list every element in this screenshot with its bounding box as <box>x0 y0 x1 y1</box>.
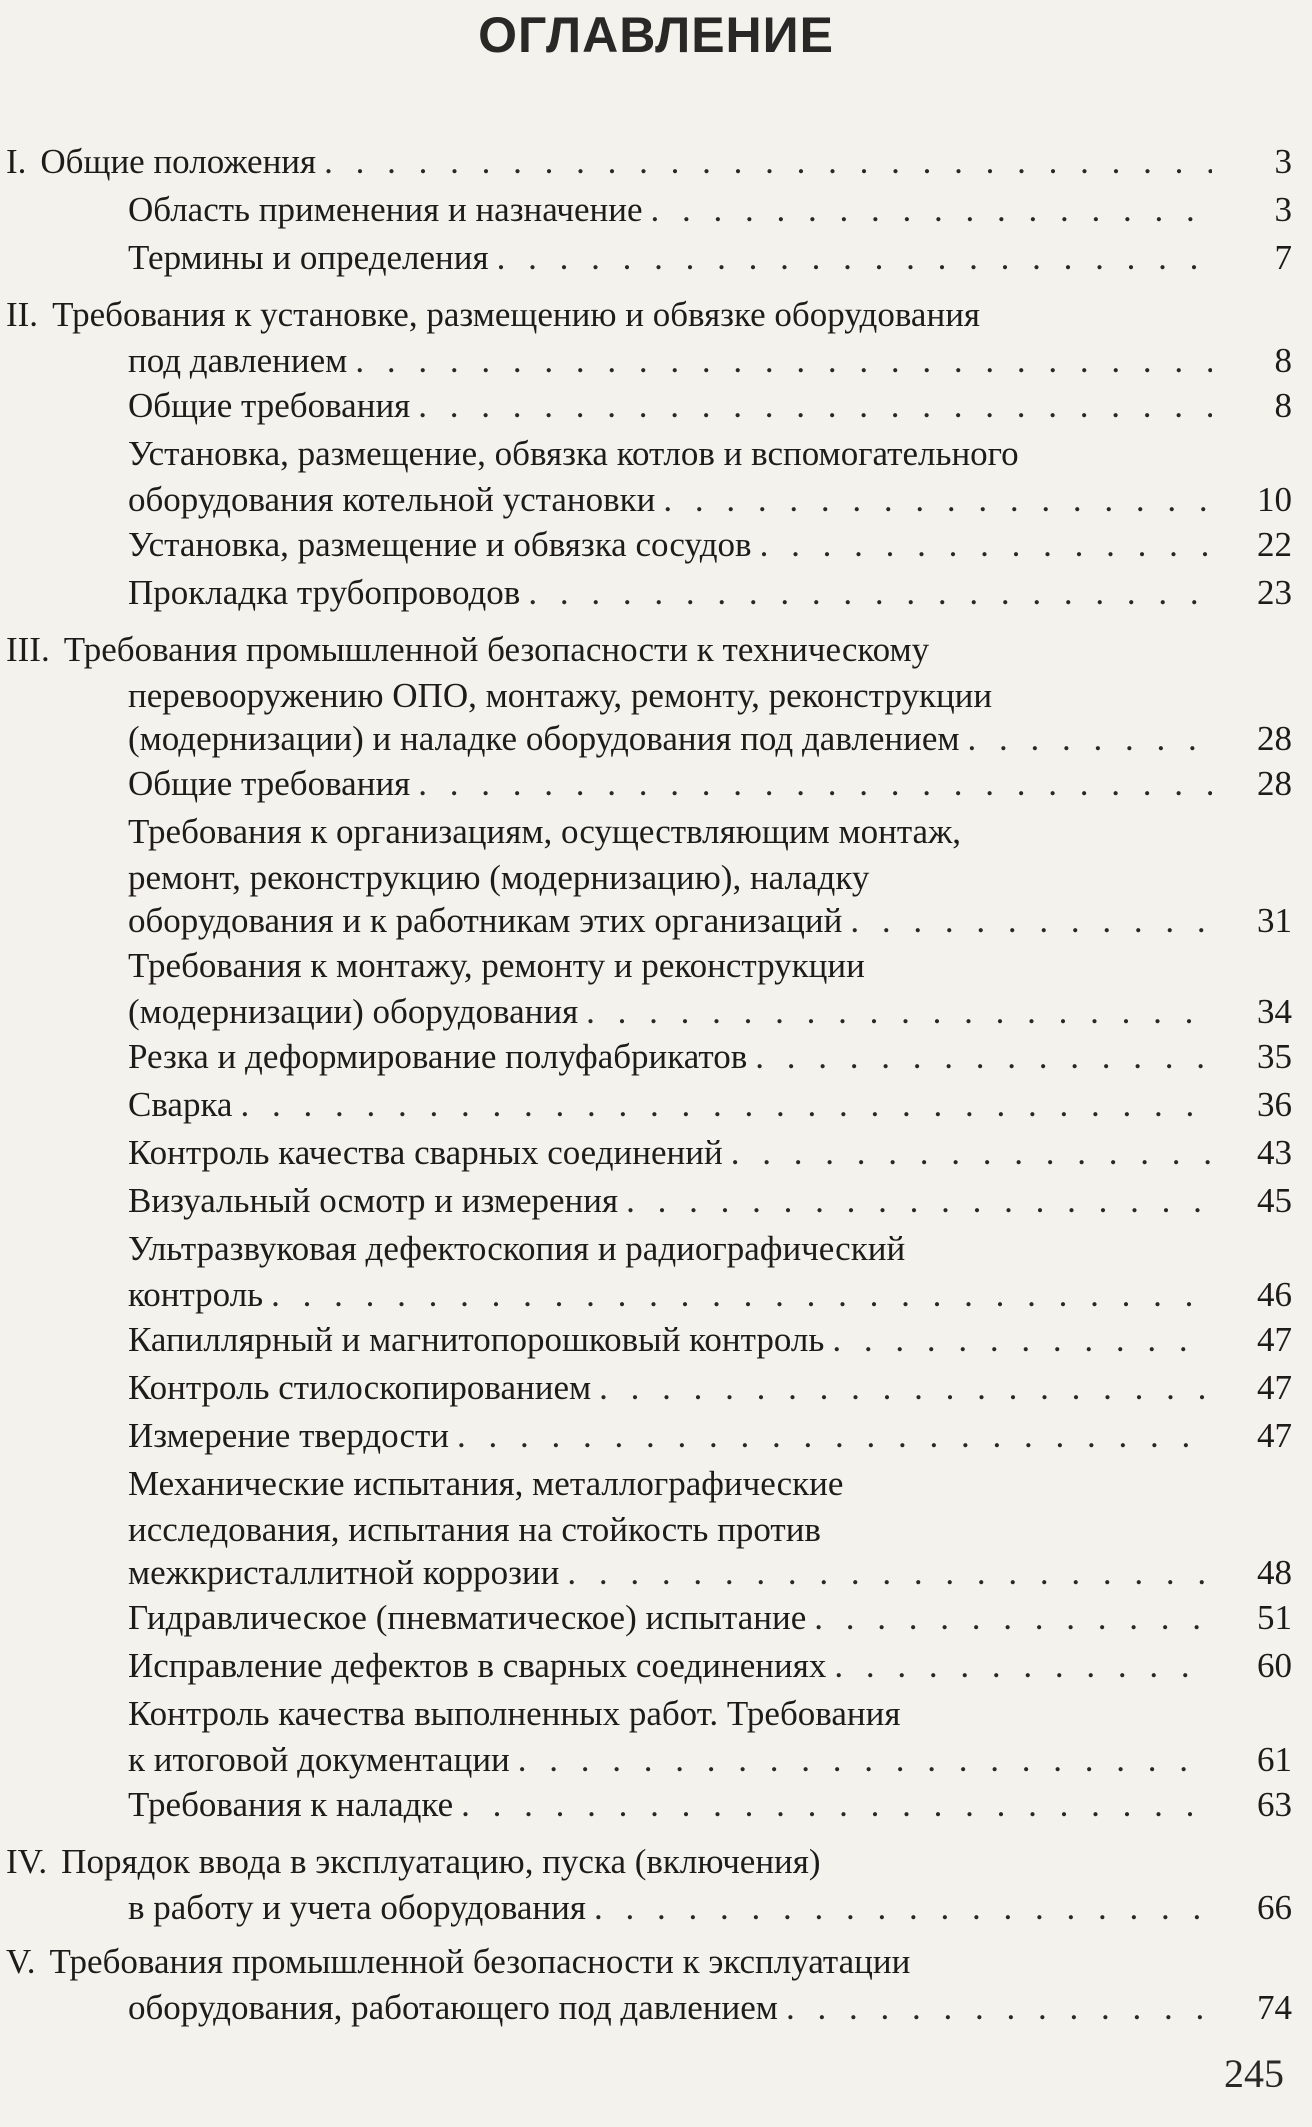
toc-line <box>0 478 1312 521</box>
section-number: IV. <box>6 1842 48 1881</box>
toc-line <box>0 760 1312 808</box>
toc-entry-title: Требования к организациям, осуществляющим монтаж, <box>128 812 962 851</box>
toc-page-number: 31 <box>1257 901 1292 940</box>
toc-line <box>0 291 1312 339</box>
toc-entry <box>0 1690 1312 1781</box>
toc-entry-title: Требования к наладке <box>128 1785 454 1824</box>
toc-line <box>0 1460 1312 1508</box>
toc-line <box>0 521 1312 569</box>
toc-page-number: 63 <box>1257 1785 1292 1824</box>
toc-entry-title: Измерение твердости <box>128 1416 449 1455</box>
toc-entry <box>0 1938 1312 2029</box>
page-folio: 245 <box>1224 2051 1284 2096</box>
toc-line <box>0 1508 1312 1551</box>
toc-entry-title: к итоговой документации <box>128 1740 510 1779</box>
toc-entry <box>0 1781 1312 1829</box>
toc-line <box>0 1551 1312 1594</box>
toc-entry-title: Общие положения <box>40 142 317 181</box>
toc-entry <box>0 1316 1312 1364</box>
toc-entry-title: межкристаллитной коррозии <box>128 1553 560 1592</box>
toc-line <box>0 942 1312 990</box>
toc-line <box>0 626 1312 674</box>
dot-leader <box>528 569 1212 617</box>
toc-entry-title: Капиллярный и магнитопорошковый контроль <box>128 1320 825 1359</box>
dot-leader <box>497 234 1212 282</box>
dot-leader <box>461 1781 1212 1829</box>
toc-page-number: 47 <box>1257 1320 1292 1359</box>
toc-entry-title: Резка и деформирование полуфабрикатов <box>128 1037 748 1076</box>
toc-entry <box>0 138 1312 186</box>
dot-leader <box>586 990 1212 1033</box>
toc-line <box>0 1738 1312 1781</box>
toc-entry <box>0 626 1312 760</box>
page-title: ОГЛАВЛЕНИЕ <box>478 7 834 63</box>
toc-entry <box>0 1642 1312 1690</box>
dot-leader <box>651 186 1212 234</box>
toc-page-number: 46 <box>1257 1275 1292 1314</box>
toc-entry-title: ремонт, реконструкцию (модернизацию), наладку <box>128 858 870 897</box>
toc-entry-title: Прокладка трубопроводов <box>128 573 521 612</box>
toc-entry-title: под давлением <box>128 341 348 380</box>
toc-entry-title: Требования промышленной безопасности к техническому <box>63 630 930 669</box>
dot-leader <box>355 339 1212 382</box>
toc-entry <box>0 1081 1312 1129</box>
toc-entry-title: Механические испытания, металлографические <box>128 1464 844 1503</box>
dot-leader <box>834 1642 1212 1690</box>
toc-line <box>0 1273 1312 1316</box>
toc-entry-title: исследования, испытания на стойкость против <box>128 1510 821 1549</box>
toc-entry <box>0 382 1312 430</box>
toc-page-number: 74 <box>1257 1988 1292 2027</box>
toc-page-number: 48 <box>1257 1553 1292 1592</box>
toc-page-number: 34 <box>1257 992 1292 1031</box>
dot-leader <box>567 1551 1212 1594</box>
toc-entry-title: (модернизации) и наладке оборудования под давлением <box>128 719 960 758</box>
toc-line <box>0 899 1312 942</box>
toc-page-number: 66 <box>1257 1888 1292 1927</box>
section-number: I. <box>6 142 27 181</box>
toc-entry-title: оборудования и к работникам этих организаций <box>128 901 843 940</box>
toc-entry-title: Визуальный осмотр и измерения <box>128 1181 619 1220</box>
dot-leader <box>755 1033 1212 1081</box>
toc-line <box>0 1642 1312 1690</box>
toc-page-number: 35 <box>1257 1037 1292 1076</box>
toc-line <box>0 382 1312 430</box>
dot-leader <box>968 717 1212 760</box>
toc-page-number: 36 <box>1257 1085 1292 1124</box>
dot-leader <box>324 138 1212 186</box>
toc-entry <box>0 569 1312 617</box>
toc-entry <box>0 1594 1312 1642</box>
toc-line <box>0 1033 1312 1081</box>
toc-entry <box>0 1129 1312 1177</box>
toc-page-number: 61 <box>1257 1740 1292 1779</box>
toc-line <box>0 856 1312 899</box>
toc-entry-title: Контроль качества сварных соединений <box>128 1133 723 1172</box>
dot-leader <box>850 899 1212 942</box>
toc-line <box>0 138 1312 186</box>
toc-line <box>0 186 1312 234</box>
toc-page-number: 7 <box>1274 238 1292 277</box>
toc-line <box>0 1690 1312 1738</box>
toc-entry-title: (модернизации) оборудования <box>128 992 579 1031</box>
toc-entry-title: Установка, размещение и обвязка сосудов <box>128 525 752 564</box>
toc-line <box>0 1129 1312 1177</box>
toc-line <box>0 1781 1312 1829</box>
toc-line <box>0 1364 1312 1412</box>
toc-entry-title: Исправление дефектов в сварных соединениях <box>128 1646 827 1685</box>
dot-leader <box>457 1412 1212 1460</box>
toc-entry-title: перевооружению ОПО, монтажу, ремонту, реконструкции <box>128 676 993 715</box>
section-number: II. <box>6 295 39 334</box>
toc-entry-title: Общие требования <box>128 764 411 803</box>
toc-page-number: 45 <box>1257 1181 1292 1220</box>
toc-line <box>0 1081 1312 1129</box>
toc-entry <box>0 291 1312 382</box>
dot-leader <box>786 1986 1212 2029</box>
toc-page-number: 51 <box>1257 1598 1292 1637</box>
dot-leader <box>731 1129 1212 1177</box>
toc-page-number: 8 <box>1274 386 1292 425</box>
toc-entry <box>0 430 1312 521</box>
toc-line <box>0 717 1312 760</box>
toc-entry-title: Требования к установке, размещению и обвязке оборудования <box>52 295 981 334</box>
toc-page-number: 47 <box>1257 1368 1292 1407</box>
toc-line <box>0 1412 1312 1460</box>
dot-leader <box>518 1738 1212 1781</box>
table-of-contents <box>0 138 1312 2029</box>
toc-entry <box>0 1177 1312 1225</box>
dot-leader <box>271 1273 1212 1316</box>
toc-line <box>0 1886 1312 1929</box>
toc-page-number: 23 <box>1257 573 1292 612</box>
toc-entry <box>0 234 1312 282</box>
section-number: V. <box>6 1942 36 1981</box>
toc-line <box>0 1986 1312 2029</box>
toc-entry <box>0 1033 1312 1081</box>
toc-line <box>0 339 1312 382</box>
dot-leader <box>663 478 1212 521</box>
toc-entry <box>0 186 1312 234</box>
toc-entry-title: в работу и учета оборудования <box>128 1888 586 1927</box>
toc-entry-title: оборудования, работающего под давлением <box>128 1988 778 2027</box>
toc-line <box>0 569 1312 617</box>
dot-leader <box>814 1594 1212 1642</box>
toc-entry-title: контроль <box>128 1275 264 1314</box>
toc-line <box>0 1177 1312 1225</box>
toc-page-number: 60 <box>1257 1646 1292 1685</box>
toc-entry-title: Сварка <box>128 1085 233 1124</box>
toc-entry-title: Область применения и назначение <box>128 190 643 229</box>
toc-entry-title: Гидравлическое (пневматическое) испытание <box>128 1598 807 1637</box>
dot-leader <box>626 1177 1212 1225</box>
toc-entry <box>0 521 1312 569</box>
toc-entry-title: оборудования котельной установки <box>128 480 656 519</box>
toc-line <box>0 808 1312 856</box>
toc-entry <box>0 1364 1312 1412</box>
toc-entry <box>0 760 1312 808</box>
dot-leader <box>832 1316 1212 1364</box>
toc-entry <box>0 1460 1312 1594</box>
toc-entry <box>0 1225 1312 1316</box>
toc-page-number: 28 <box>1257 719 1292 758</box>
toc-entry <box>0 1838 1312 1929</box>
toc-page-number: 3 <box>1274 190 1292 229</box>
toc-entry <box>0 808 1312 942</box>
toc-entry-title: Контроль стилоскопированием <box>128 1368 592 1407</box>
toc-entry-title: Термины и определения <box>128 238 489 277</box>
toc-line <box>0 674 1312 717</box>
dot-leader <box>594 1886 1212 1929</box>
dot-leader <box>240 1081 1212 1129</box>
toc-page-number: 43 <box>1257 1133 1292 1172</box>
toc-entry-title: Порядок ввода в эксплуатацию, пуска (включения) <box>61 1842 821 1881</box>
toc-entry <box>0 942 1312 1033</box>
toc-page-number: 22 <box>1257 525 1292 564</box>
toc-line <box>0 990 1312 1033</box>
section-number: III. <box>6 630 50 669</box>
toc-entry-title: Ультразвуковая дефектоскопия и радиографический <box>128 1229 906 1268</box>
toc-page-number: 8 <box>1274 341 1292 380</box>
dot-leader <box>418 382 1212 430</box>
toc-line <box>0 430 1312 478</box>
toc-line <box>0 1938 1312 1986</box>
toc-entry-title: Контроль качества выполненных работ. Требования <box>128 1694 901 1733</box>
toc-line <box>0 234 1312 282</box>
toc-entry-title: Требования к монтажу, ремонту и реконструкции <box>128 946 865 985</box>
toc-entry-title: Общие требования <box>128 386 411 425</box>
dot-leader <box>599 1364 1212 1412</box>
toc-line <box>0 1316 1312 1364</box>
toc-line <box>0 1594 1312 1642</box>
toc-page-number: 3 <box>1274 142 1292 181</box>
toc-line <box>0 1838 1312 1886</box>
dot-leader <box>760 521 1212 569</box>
dot-leader <box>418 760 1212 808</box>
toc-entry-title: Установка, размещение, обвязка котлов и вспомогательного <box>128 434 1019 473</box>
toc-line <box>0 1225 1312 1273</box>
toc-page-number: 28 <box>1257 764 1292 803</box>
toc-page-number: 10 <box>1257 480 1292 519</box>
toc-entry <box>0 1412 1312 1460</box>
toc-page-number: 47 <box>1257 1416 1292 1455</box>
toc-entry-title: Требования промышленной безопасности к эксплуатации <box>49 1942 911 1981</box>
